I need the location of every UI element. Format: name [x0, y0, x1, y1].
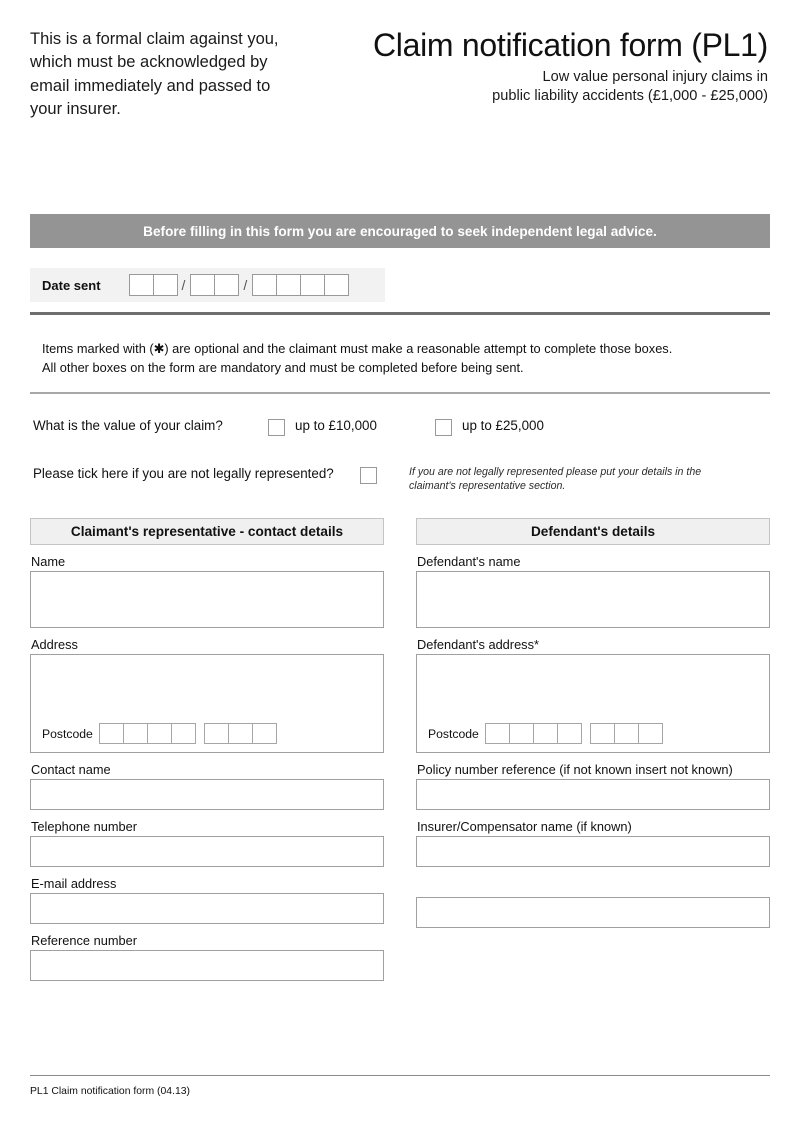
date-year-box[interactable]: [300, 274, 325, 296]
claimant-address-label: Address: [31, 637, 78, 652]
representation-note: [409, 466, 729, 494]
claim-value-question: What is the value of your claim?: [33, 418, 223, 433]
claimant-telephone-input[interactable]: [30, 836, 384, 867]
claimant-name-label: Name: [31, 554, 66, 569]
subtitle-line-1: Low value personal injury claims in: [542, 68, 768, 85]
defendant-postcode-box[interactable]: [638, 723, 663, 744]
date-separator: /: [243, 277, 248, 293]
claimant-email-label: E-mail address: [31, 876, 117, 891]
defendant-name-input[interactable]: [416, 571, 770, 628]
claimant-section-heading: Claimant's representative - contact details: [30, 518, 384, 545]
date-year-box[interactable]: [276, 274, 301, 296]
page-subtitle: [290, 68, 768, 106]
defendant-policy-input[interactable]: [416, 779, 770, 810]
date-day-box[interactable]: [153, 274, 178, 296]
representation-note-line-1: If you are not legally represented please put your details in the: [409, 466, 702, 478]
defendant-insurer-input[interactable]: [416, 836, 770, 867]
date-sent-label: Date sent: [42, 277, 101, 293]
claimant-postcode-box[interactable]: [99, 723, 124, 744]
instructions-line-2: All other boxes on the form are mandatory and must be completed before being sent.: [42, 359, 524, 375]
intro-text: This is a formal claim against you, which must be acknowledged by email immediately and passed to your insurer.: [30, 30, 279, 119]
footer-text: PL1 Claim notification form (04.13): [30, 1086, 190, 1097]
defendant-policy-label: Policy number reference (if not known insert not known): [417, 762, 733, 777]
defendant-address-input[interactable]: [416, 654, 770, 753]
claimant-name-input[interactable]: [30, 571, 384, 628]
defendant-postcode-label: Postcode: [428, 726, 479, 741]
defendant-postcode-box[interactable]: [557, 723, 582, 744]
claimant-email-input[interactable]: [30, 893, 384, 924]
claimant-contact-name-label: Contact name: [31, 762, 111, 777]
defendant-insurer-label: Insurer/Compensator name (if known): [417, 819, 632, 834]
defendant-postcode-group-second[interactable]: [590, 723, 662, 744]
representation-row: [33, 466, 773, 494]
divider-below-instructions: [30, 392, 770, 394]
defendant-postcode-box[interactable]: [533, 723, 558, 744]
claimant-postcode-box[interactable]: [147, 723, 172, 744]
date-separator: /: [181, 277, 186, 293]
date-year-box[interactable]: [252, 274, 277, 296]
representation-question: Please tick here if you are not legally represented?: [33, 466, 334, 481]
claimant-postcode-box[interactable]: [252, 723, 277, 744]
claimant-representative-section: [30, 518, 384, 981]
representation-checkbox[interactable]: [360, 467, 377, 484]
subtitle-line-2: public liability accidents (£1,000 - £25,000): [492, 87, 768, 104]
claimant-postcode-box[interactable]: [171, 723, 196, 744]
defendant-postcode-box[interactable]: [509, 723, 534, 744]
date-year-box[interactable]: [324, 274, 349, 296]
date-day-group[interactable]: [129, 274, 177, 296]
instructions-line-1: Items marked with (✱) are optional and the claimant must make a reasonable attempt to complete those boxes.: [42, 341, 673, 356]
claimant-postcode-label: Postcode: [42, 726, 93, 741]
date-month-group[interactable]: [190, 274, 238, 296]
page-header: [0, 0, 800, 122]
claimant-address-input[interactable]: [30, 654, 384, 753]
divider-below-date: [30, 312, 770, 315]
defendant-postcode-box[interactable]: [485, 723, 510, 744]
claimant-reference-label: Reference number: [31, 933, 137, 948]
defendant-details-section: [416, 518, 770, 928]
claimant-postcode-box[interactable]: [228, 723, 253, 744]
claimant-postcode-box[interactable]: [123, 723, 148, 744]
claim-value-checkbox-25000[interactable]: [435, 419, 452, 436]
defendant-postcode-group-first[interactable]: [485, 723, 581, 744]
claimant-postcode-row: [42, 723, 276, 744]
claim-value-checkbox-10000[interactable]: [268, 419, 285, 436]
date-day-box[interactable]: [129, 274, 154, 296]
claimant-postcode-group-second[interactable]: [204, 723, 276, 744]
defendant-extra-input[interactable]: [416, 897, 770, 928]
defendant-postcode-box[interactable]: [590, 723, 615, 744]
date-month-box[interactable]: [214, 274, 239, 296]
defendant-section-heading: Defendant's details: [416, 518, 770, 545]
title-block: [290, 28, 770, 122]
date-sent-boxes: [129, 274, 349, 296]
instructions-text: [42, 340, 772, 377]
representation-note-line-2: claimant's representative section.: [409, 479, 566, 492]
defendant-address-label: Defendant's address*: [417, 637, 539, 652]
claimant-postcode-box[interactable]: [204, 723, 229, 744]
claimant-postcode-group-first[interactable]: [99, 723, 195, 744]
date-year-group[interactable]: [252, 274, 348, 296]
defendant-name-label: Defendant's name: [417, 554, 521, 569]
claim-value-label-25000: up to £25,000: [462, 418, 544, 433]
claimant-telephone-label: Telephone number: [31, 819, 138, 834]
date-sent-row: [30, 268, 385, 302]
defendant-postcode-box[interactable]: [614, 723, 639, 744]
claimant-contact-name-input[interactable]: [30, 779, 384, 810]
defendant-postcode-row: [428, 723, 662, 744]
claim-value-row: [33, 418, 773, 436]
claim-value-label-10000: up to £10,000: [295, 418, 377, 433]
page-title: Claim notification form (PL1): [373, 27, 768, 63]
claimant-reference-input[interactable]: [30, 950, 384, 981]
footer-divider: [30, 1075, 770, 1076]
date-month-box[interactable]: [190, 274, 215, 296]
legal-advice-banner: Before filling in this form you are encouraged to seek independent legal advice.: [30, 214, 770, 248]
